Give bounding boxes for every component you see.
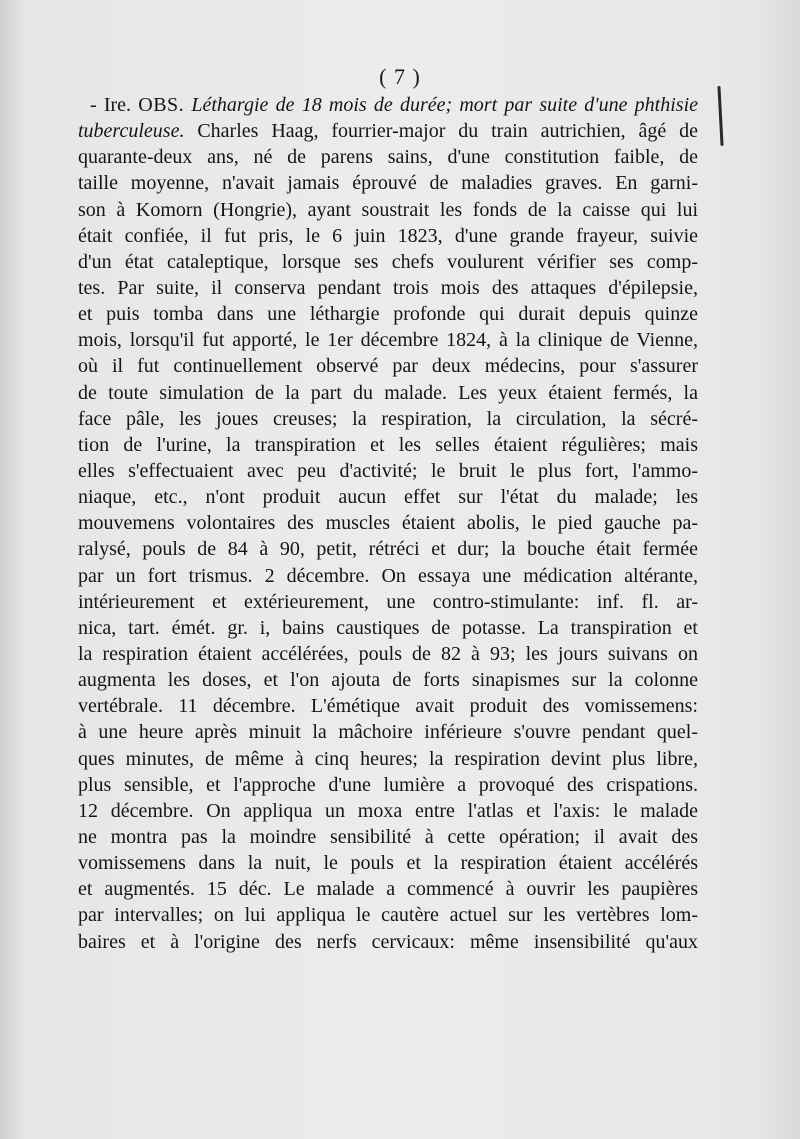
page-number: ( 7 ) xyxy=(379,64,421,89)
text-line: où il fut continuellement observé par deux médecins, pour s'assurer xyxy=(78,355,698,378)
text-line: quarante-deux ans, né de parens sains, d'une constitution faible, de xyxy=(78,146,698,169)
text-line: tes. Par suite, il conserva pendant trois mois des attaques d'épilepsie, xyxy=(78,276,698,299)
text-line: était confiée, il fut pris, le 6 juin 1823, d'une grande frayeur, suivie xyxy=(78,224,698,247)
observation-label: OBS. xyxy=(138,94,185,116)
text-line: ne montra pas la moindre sensibilité à cette opération; il avait des xyxy=(78,825,698,848)
text-line: taille moyenne, n'avait jamais éprouvé de maladies graves. En garni- xyxy=(78,172,698,195)
text-line: vomissemens dans la nuit, le pouls et la respiration étaient accélérés xyxy=(78,852,698,875)
text-line: plus sensible, et l'approche d'une lumière a provoqué des crispations. xyxy=(78,773,698,796)
text-line: tion de l'urine, la transpiration et les selles étaient régulières; mais xyxy=(78,433,698,456)
text-line: vertébrale. 11 décembre. L'émétique avait produit des vomissemens: xyxy=(78,695,698,718)
text-line: 12 décembre. On appliqua un moxa entre l'atlas et l'axis: le malade xyxy=(78,799,698,822)
text-line: la respiration étaient accélérées, pouls de 82 à 93; les jours suivans on xyxy=(78,642,698,665)
text-line: de toute simulation de la part du malade. Les yeux étaient fermés, la xyxy=(78,381,698,404)
text-line: par intervalles; on lui appliqua le cautère actuel sur les vertèbres lom- xyxy=(78,904,698,927)
observation-title-end: tuberculeuse. xyxy=(78,120,185,143)
text-line: elles s'effectuaient avec peu d'activité; le bruit le plus fort, l'ammo- xyxy=(78,459,698,482)
text-line: baires et à l'origine des nerfs cervicaux: même insensibilité qu'aux xyxy=(78,930,698,953)
observation-title: Léthargie de 18 mois de durée; mort par suite d'une phthisie xyxy=(191,94,698,116)
text-line: mouvemens volontaires des muscles étaient abolis, le pied gauche pa- xyxy=(78,512,698,535)
text-line: et puis tomba dans une léthargie profonde qui durait depuis quinze xyxy=(78,303,698,326)
text-line-1 xyxy=(78,92,698,118)
margin-pen-mark xyxy=(717,86,723,146)
text-line-2-body: Charles Haag, fourrier-major du train autrichien, âgé de xyxy=(197,120,698,143)
observation-number: - Ire. xyxy=(90,94,139,116)
text-line-2 xyxy=(78,118,698,144)
text-line: ques minutes, de même à cinq heures; la respiration devint plus libre, xyxy=(78,747,698,770)
text-line: à une heure après minuit la mâchoire inférieure s'ouvre pendant quel- xyxy=(78,721,698,744)
text-line: intérieurement et extérieurement, une contro-stimulante: inf. fl. ar- xyxy=(78,590,698,613)
text-line: mois, lorsqu'il fut apporté, le 1er décembre 1824, à la clinique de Vienne, xyxy=(78,329,698,352)
text-line: face pâle, les joues creuses; la respiration, la circulation, la sécré- xyxy=(78,407,698,430)
text-line: par un fort trismus. 2 décembre. On essaya une médication altérante, xyxy=(78,564,698,587)
text-line: nica, tart. émét. gr. i, bains caustiques de potasse. La transpiration et xyxy=(78,616,698,639)
body-text xyxy=(78,92,698,955)
text-line: ralysé, pouls de 84 à 90, petit, rétréci et dur; la bouche était fermée xyxy=(78,538,698,561)
text-line: augmenta les doses, et l'on ajouta de forts sinapismes sur la colonne xyxy=(78,669,698,692)
text-line: niaque, etc., n'ont produit aucun effet sur l'état du malade; les xyxy=(78,486,698,509)
text-line: d'un état cataleptique, lorsque ses chefs voulurent vérifier ses comp- xyxy=(78,250,698,273)
text-line: et augmentés. 15 déc. Le malade a commencé à ouvrir les paupières xyxy=(78,878,698,901)
text-line: son à Komorn (Hongrie), ayant soustrait les fonds de la caisse qui lui xyxy=(78,198,698,221)
